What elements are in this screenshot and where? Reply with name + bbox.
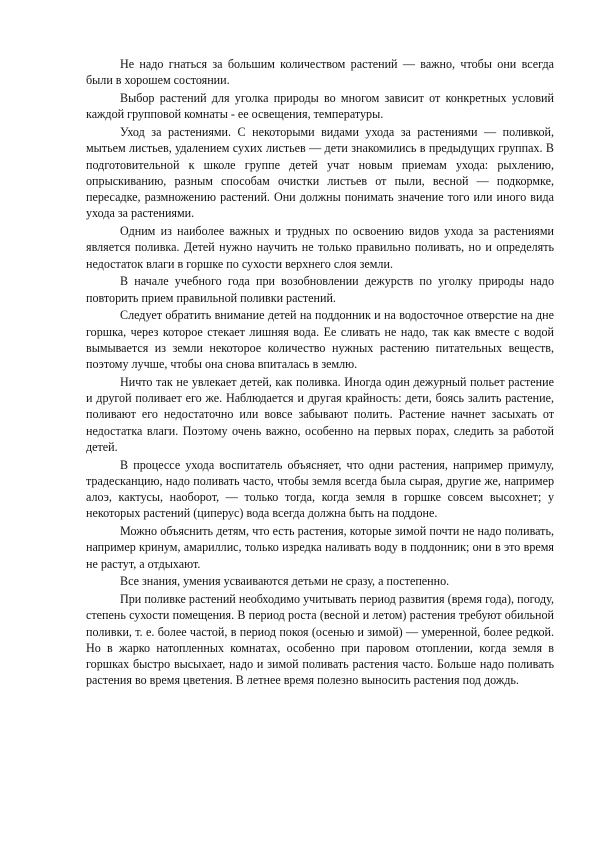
paragraph: В процессе ухода воспитатель объясняет, что одни растения, например примулу, традесканцию, надо поливать часто, чтобы земля всегда была сырая, другие же, например алоэ, кактусы, наоборот, — только тогда, когда земля в горшке совсем высохнет; у некоторых растений (циперус) вода всегда должна быть на поддоне. [86, 457, 554, 521]
paragraph: Одним из наиболее важных и трудных по освоению видов ухода за растениями является поливка. Детей нужно научить не только правильно поливать, но и определять недостаток влаги в горшке по сухости верхнего слоя земли. [86, 224, 554, 271]
body-text [86, 56, 554, 689]
paragraph: При поливке растений необходимо учитывать период развития (время года), погоду, степень сухости помещения. В период роста (весной и летом) растения требуют обильной поливки, т. е. более частой, в период покоя (осенью и зимой) — умеренной, более редкой. Но в жарко натопленных комнатах, особенно при паровом отоплении, когда земля в горшках быстро высыхает, надо и зимой поливать растения часто. Больше надо поливать растения во время цветения. В летнее время полезно выносить растения под дождь. [86, 592, 554, 688]
paragraph: Можно объяснить детям, что есть растения, которые зимой почти не надо поливать, например кринум, амариллис, только изредка наливать воду в поддонник; они в это время не растут, а отдыхают. [86, 524, 554, 571]
paragraph: Не надо гнаться за большим количеством растений — важно, чтобы они всегда были в хорошем состоянии. [86, 57, 554, 88]
paragraph: Следует обратить внимание детей на поддонник и на водосточное отверстие на дне горшка, через которое стекает лишняя вода. Ее сливать не надо, так как вместе с водой вымывается из земли некоторое количество нужных растению питательных веществ, поэтому лучше, чтобы она снова впиталась в землю. [86, 308, 554, 371]
paragraph: Выбор растений для уголка природы во многом зависит от конкретных условий каждой групповой комнаты - ее освещения, температуры. [86, 91, 554, 122]
paragraph: В начале учебного года при возобновлении дежурств по уголку природы надо повторить прием правильной поливки растений. [86, 274, 554, 305]
paragraph: Уход за растениями. С некоторыми видами ухода за растениями — поливкой, мытьем листьев, удалением сухих листьев — дети знакомились в предыдущих группах. В подготовительной к школе группе детей учат новым приемам ухода: рыхлению, опрыскиванию, разным способам очистки листьев от пыли, весной — подкормке, пересадке, размножению растений. Они должны понимать значение того или иного вида ухода за растениями. [86, 125, 554, 221]
paragraph: Ничто так не увлекает детей, как поливка. Иногда один дежурный польет растение и другой поливает его же. Наблюдается и другая крайность: дети, боясь залить растение, поливают его недостаточно или вовсе забывают полить. Растение начнет засыхать от недостатка влаги. Поэтому очень важно, особенно на первых порах, следить за работой детей. [86, 374, 554, 454]
paragraph: Все знания, умения усваиваются детьми не сразу, а постепенно. [120, 574, 450, 589]
